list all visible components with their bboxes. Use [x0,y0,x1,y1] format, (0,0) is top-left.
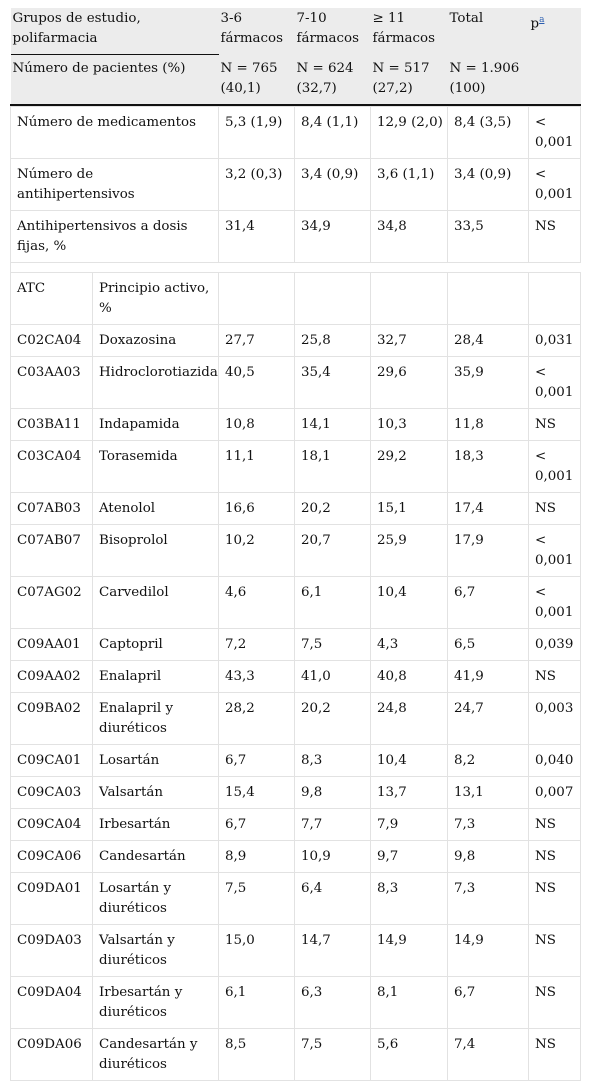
cell-p: NS [529,976,581,1028]
cell-11-plus: 8,3 [371,872,448,924]
header-group-label: Grupos de estudio, polifarmacia [11,8,219,55]
summary-row [11,210,581,262]
cell-11-plus: 24,8 [371,692,448,744]
drug-name: Candesartán y diuréticos [93,1028,219,1080]
cell-11-plus: 10,4 [371,576,448,628]
drug-name: Valsartán [93,776,219,808]
cell-7-10: 14,1 [295,408,371,440]
cell-total: 6,7 [448,576,529,628]
table-row [11,356,581,408]
drug-name: Irbesartán y diuréticos [93,976,219,1028]
cell-total: 11,8 [448,408,529,440]
atc-code: C09DA04 [11,976,93,1028]
cell-p: 0,007 [529,776,581,808]
gap-cell [371,262,448,272]
gap-cell [11,262,93,272]
table-row [11,440,581,492]
cell-7-10: 3,4 (0,9) [295,158,371,210]
table-row [11,628,581,660]
header-p-label: p [530,16,540,32]
cell-p: 0,003 [529,692,581,744]
atc-code: C09AA01 [11,628,93,660]
cell-p: NS [529,840,581,872]
cell-11-plus: 13,7 [371,776,448,808]
cell-7-10: 7,5 [295,1028,371,1080]
drug-name: Bisoprolol [93,524,219,576]
cell-total: 24,7 [448,692,529,744]
footnote-link[interactable]: a [539,15,545,25]
cell-11-plus: 29,2 [371,440,448,492]
header-n-11-plus: N = 517 (27,2) [371,55,448,105]
cell-total: 17,9 [448,524,529,576]
cell-p: < 0,001 [529,158,581,210]
cell-11-plus: 10,3 [371,408,448,440]
table-row [11,692,581,744]
cell-3-6: 16,6 [219,492,295,524]
cell-7-10: 8,3 [295,744,371,776]
table-row [11,744,581,776]
cell-11-plus: 32,7 [371,324,448,356]
summary-row [11,158,581,210]
atc-code: C07AB03 [11,492,93,524]
cell-7-10: 35,4 [295,356,371,408]
table-row [11,524,581,576]
cell-7-10: 41,0 [295,660,371,692]
table-header [11,8,581,105]
cell-7-10: 20,2 [295,692,371,744]
cell-11-plus: 29,6 [371,356,448,408]
summary-label: Número de medicamentos [11,106,219,158]
cell-11-plus: 15,1 [371,492,448,524]
atc-code: C09AA02 [11,660,93,692]
cell-p: 0,039 [529,628,581,660]
cell-7-10: 18,1 [295,440,371,492]
cell-11-plus: 14,9 [371,924,448,976]
cell-7-10: 6,1 [295,576,371,628]
table-row [11,408,581,440]
header-patients-label: Número de pacientes (%) [11,55,219,105]
atc-code: C09DA01 [11,872,93,924]
cell-3-6: 43,3 [219,660,295,692]
empty-cell [295,272,371,324]
cell-p: < 0,001 [529,356,581,408]
cell-11-plus: 7,9 [371,808,448,840]
atc-code: C07AG02 [11,576,93,628]
summary-row [11,106,581,158]
gap-cell [295,262,371,272]
cell-p: NS [529,408,581,440]
cell-3-6: 6,1 [219,976,295,1028]
cell-7-10: 9,8 [295,776,371,808]
atc-code: C09DA06 [11,1028,93,1080]
gap-cell [529,262,581,272]
cell-total: 41,9 [448,660,529,692]
header-n-p [529,55,581,105]
cell-7-10: 7,5 [295,628,371,660]
atc-code: C03AA03 [11,356,93,408]
table-row [11,660,581,692]
cell-total: 17,4 [448,492,529,524]
cell-3-6: 7,2 [219,628,295,660]
cell-7-10: 20,2 [295,492,371,524]
header-row-groups [11,8,581,55]
cell-total: 3,4 (0,9) [448,158,529,210]
cell-7-10: 14,7 [295,924,371,976]
cell-3-6: 6,7 [219,808,295,840]
data-table [10,8,581,1081]
atc-code: C02CA04 [11,324,93,356]
cell-3-6: 15,0 [219,924,295,976]
atc-header: ATC [11,272,93,324]
drug-name: Valsartán y diuréticos [93,924,219,976]
cell-7-10: 34,9 [295,210,371,262]
cell-total: 9,8 [448,840,529,872]
cell-p: NS [529,924,581,976]
cell-p: 0,031 [529,324,581,356]
atc-code: C03CA04 [11,440,93,492]
cell-3-6: 5,3 (1,9) [219,106,295,158]
cell-total: 6,7 [448,976,529,1028]
header-col-7-10: 7-10 fármacos [295,8,371,55]
header-row-patients [11,55,581,105]
cell-p: NS [529,872,581,924]
cell-3-6: 31,4 [219,210,295,262]
empty-cell [529,272,581,324]
atc-code: C09CA06 [11,840,93,872]
atc-code: C09CA01 [11,744,93,776]
cell-11-plus: 34,8 [371,210,448,262]
cell-11-plus: 25,9 [371,524,448,576]
cell-7-10: 7,7 [295,808,371,840]
cell-7-10: 20,7 [295,524,371,576]
drug-name: Enalapril y diuréticos [93,692,219,744]
cell-11-plus: 9,7 [371,840,448,872]
principle-header: Principio activo, % [93,272,219,324]
cell-total: 7,4 [448,1028,529,1080]
header-col-11-plus: ≥ 11 fármacos [371,8,448,55]
cell-3-6: 28,2 [219,692,295,744]
drug-name: Hidroclorotiazida [93,356,219,408]
cell-7-10: 25,8 [295,324,371,356]
table-row [11,924,581,976]
cell-3-6: 40,5 [219,356,295,408]
gap-cell [448,262,529,272]
cell-total: 8,2 [448,744,529,776]
drug-name: Enalapril [93,660,219,692]
cell-p: 0,040 [529,744,581,776]
table-row [11,492,581,524]
cell-11-plus: 40,8 [371,660,448,692]
cell-7-10: 10,9 [295,840,371,872]
cell-3-6: 15,4 [219,776,295,808]
drug-name: Carvedilol [93,576,219,628]
table-row [11,576,581,628]
empty-cell [371,272,448,324]
drug-name: Candesartán [93,840,219,872]
drug-name: Captopril [93,628,219,660]
drug-name: Irbesartán [93,808,219,840]
atc-code: C09BA02 [11,692,93,744]
cell-7-10: 6,3 [295,976,371,1028]
drug-name: Torasemida [93,440,219,492]
cell-3-6: 11,1 [219,440,295,492]
drug-name: Doxazosina [93,324,219,356]
atc-code: C09CA03 [11,776,93,808]
cell-3-6: 6,7 [219,744,295,776]
table-row [11,1028,581,1080]
cell-p: NS [529,808,581,840]
table-row [11,776,581,808]
cell-p: < 0,001 [529,440,581,492]
cell-total: 7,3 [448,808,529,840]
empty-cell [219,272,295,324]
cell-total: 14,9 [448,924,529,976]
cell-7-10: 8,4 (1,1) [295,106,371,158]
cell-11-plus: 3,6 (1,1) [371,158,448,210]
cell-p: NS [529,660,581,692]
drug-name: Losartán [93,744,219,776]
cell-total: 13,1 [448,776,529,808]
cell-total: 18,3 [448,440,529,492]
cell-3-6: 3,2 (0,3) [219,158,295,210]
cell-3-6: 8,5 [219,1028,295,1080]
table-body [11,105,581,1081]
empty-cell [448,272,529,324]
cell-p: < 0,001 [529,524,581,576]
header-col-p [529,8,581,55]
header-n-total: N = 1.906 (100) [448,55,529,105]
table-row [11,840,581,872]
table-row [11,872,581,924]
cell-3-6: 10,8 [219,408,295,440]
atc-code: C07AB07 [11,524,93,576]
cell-total: 6,5 [448,628,529,660]
header-col-3-6: 3-6 fármacos [219,8,295,55]
cell-3-6: 8,9 [219,840,295,872]
cell-3-6: 10,2 [219,524,295,576]
cell-3-6: 27,7 [219,324,295,356]
cell-3-6: 4,6 [219,576,295,628]
cell-11-plus: 12,9 (2,0) [371,106,448,158]
cell-total: 28,4 [448,324,529,356]
cell-7-10: 6,4 [295,872,371,924]
drug-name: Atenolol [93,492,219,524]
cell-p: < 0,001 [529,106,581,158]
summary-label: Antihipertensivos a dosis fijas, % [11,210,219,262]
cell-p: NS [529,492,581,524]
table-row [11,976,581,1028]
cell-11-plus: 4,3 [371,628,448,660]
atc-code: C09DA03 [11,924,93,976]
cell-p: NS [529,1028,581,1080]
section-gap [11,262,581,272]
cell-p: < 0,001 [529,576,581,628]
cell-11-plus: 10,4 [371,744,448,776]
cell-11-plus: 8,1 [371,976,448,1028]
drug-name: Indapamida [93,408,219,440]
atc-header-row [11,272,581,324]
table-row [11,808,581,840]
cell-p: NS [529,210,581,262]
cell-total: 35,9 [448,356,529,408]
header-n-7-10: N = 624 (32,7) [295,55,371,105]
drug-name: Losartán y diuréticos [93,872,219,924]
cell-total: 33,5 [448,210,529,262]
cell-11-plus: 5,6 [371,1028,448,1080]
cell-total: 7,3 [448,872,529,924]
gap-cell [219,262,295,272]
cell-total: 8,4 (3,5) [448,106,529,158]
summary-label: Número de antihipertensivos [11,158,219,210]
atc-code: C03BA11 [11,408,93,440]
table-row [11,324,581,356]
header-n-3-6: N = 765 (40,1) [219,55,295,105]
cell-3-6: 7,5 [219,872,295,924]
header-col-total: Total [448,8,529,55]
gap-cell [93,262,219,272]
atc-code: C09CA04 [11,808,93,840]
